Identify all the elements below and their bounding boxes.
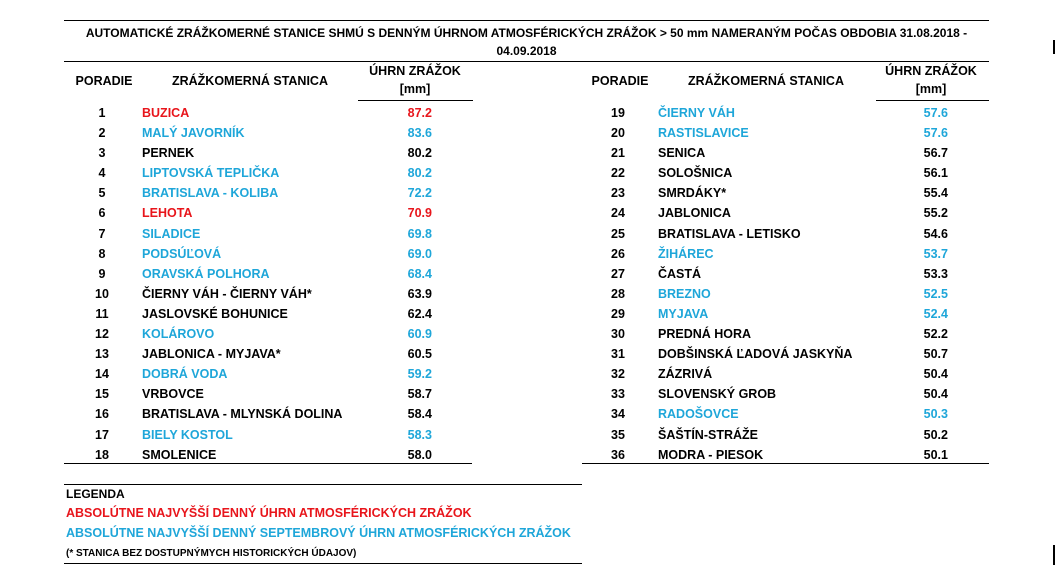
right-header-rule <box>876 100 989 101</box>
table-row <box>82 163 472 183</box>
row-station: MYJAVA <box>658 306 709 321</box>
row-value: 68.4 <box>407 266 432 281</box>
row-rank: 8 <box>98 246 106 261</box>
title-line-1: AUTOMATICKÉ ZRÁŽKOMERNÉ STANICE SHMÚ S DENNÝM ÚHRNOM ATMOSFÉRICKÝCH ZRÁŽOK > 50 mm NAMERANÝM POČAS OBDOBIA 31.08.2018 - <box>85 26 968 40</box>
row-value: 50.4 <box>923 387 948 402</box>
row-rank: 33 <box>611 387 625 402</box>
row-station: PODSÚĽOVÁ <box>142 246 222 261</box>
legend-bottom-rule <box>64 563 582 564</box>
table-row <box>82 143 472 163</box>
row-station: PREDNÁ HORA <box>658 327 752 342</box>
row-rank: 20 <box>611 126 625 141</box>
legend-title: LEGENDA <box>66 487 125 501</box>
row-station: DOBŠINSKÁ ĽADOVÁ JASKYŇA <box>658 347 853 362</box>
row-station: RASTISLAVICE <box>658 126 749 141</box>
row-value: 57.6 <box>923 126 948 141</box>
table-row <box>598 163 988 183</box>
row-rank: 9 <box>98 266 106 281</box>
row-station: SILADICE <box>142 226 201 241</box>
row-rank: 1 <box>98 106 106 120</box>
row-value: 52.4 <box>923 306 948 321</box>
left-header-rank: PORADIE <box>75 74 133 88</box>
row-station: ŽIHÁREC <box>658 246 714 261</box>
table-row <box>598 203 988 223</box>
right-header-total-line2: [mm] <box>915 82 947 96</box>
table-row <box>82 384 472 404</box>
table-row <box>82 425 472 445</box>
table-row <box>82 264 472 284</box>
row-value: 53.7 <box>923 246 948 261</box>
row-rank: 10 <box>95 286 109 301</box>
row-station: BREZNO <box>658 286 711 301</box>
row-rank: 28 <box>611 286 625 301</box>
row-value: 87.2 <box>407 106 432 120</box>
table-row <box>598 324 988 344</box>
table-row <box>598 425 988 445</box>
row-rank: 30 <box>611 327 625 342</box>
row-value: 70.9 <box>407 206 432 221</box>
row-value: 52.2 <box>923 327 948 342</box>
table-row <box>598 224 988 244</box>
table-row <box>82 445 472 465</box>
table-row <box>598 344 988 364</box>
right-header-total-line1: ÚHRN ZRÁŽOK <box>885 64 977 78</box>
table-row <box>82 203 472 223</box>
table-row <box>82 344 472 364</box>
title-bottom-rule <box>64 61 989 62</box>
row-rank: 22 <box>611 166 625 181</box>
row-station: BRATISLAVA - LETISKO <box>658 226 801 241</box>
legend-note: (* STANICA BEZ DOSTUPNÝMYCH HISTORICKÝCH ÚDAJOV) <box>66 548 357 559</box>
row-station: JABLONICA <box>658 206 731 221</box>
row-value: 58.0 <box>407 447 432 462</box>
row-value: 69.8 <box>407 226 432 241</box>
row-station: ŠAŠTÍN-STRÁŽE <box>658 427 758 442</box>
row-rank: 27 <box>611 266 625 281</box>
row-rank: 35 <box>611 427 625 442</box>
row-station: ČIERNY VÁH <box>658 106 735 120</box>
row-rank: 13 <box>95 347 109 362</box>
row-rank: 34 <box>611 407 625 422</box>
row-value: 52.5 <box>923 286 948 301</box>
row-value: 56.1 <box>923 166 948 181</box>
row-rank: 4 <box>98 166 106 181</box>
row-rank: 19 <box>611 106 625 120</box>
row-value: 50.2 <box>923 427 948 442</box>
row-value: 60.5 <box>407 347 432 362</box>
row-rank: 16 <box>95 407 109 422</box>
row-rank: 31 <box>611 347 625 362</box>
table-row <box>598 123 988 143</box>
row-rank: 25 <box>611 226 625 241</box>
row-value: 80.2 <box>407 146 432 161</box>
table-row <box>82 364 472 384</box>
title-line-2: 04.09.2018 <box>496 44 557 58</box>
row-rank: 32 <box>611 367 625 382</box>
row-value: 55.4 <box>923 186 948 201</box>
row-value: 54.6 <box>923 226 948 241</box>
table-row <box>82 123 472 143</box>
row-value: 50.1 <box>923 447 948 462</box>
row-value: 50.4 <box>923 367 948 382</box>
row-station: SMOLENICE <box>142 447 217 462</box>
table-row <box>82 224 472 244</box>
left-table <box>82 103 472 465</box>
right-table <box>598 103 988 465</box>
row-station: BUZICA <box>142 106 190 120</box>
table-row <box>82 324 472 344</box>
table-row <box>82 404 472 424</box>
row-value: 50.7 <box>923 347 948 362</box>
row-value: 55.2 <box>923 206 948 221</box>
row-rank: 5 <box>98 186 106 201</box>
right-header-station: ZRÁŽKOMERNÁ STANICA <box>687 74 844 88</box>
row-rank: 12 <box>95 327 109 342</box>
table-row <box>598 183 988 203</box>
right-header-rank: PORADIE <box>591 74 649 88</box>
row-station: ČIERNY VÁH - ČIERNY VÁH* <box>142 286 312 301</box>
row-value: 53.3 <box>923 266 948 281</box>
table-row <box>598 143 988 163</box>
row-rank: 17 <box>95 427 109 442</box>
row-station: SMRDÁKY* <box>658 186 727 201</box>
table-row <box>82 183 472 203</box>
table-row <box>598 404 988 424</box>
table-row <box>598 244 988 264</box>
row-station: ORAVSKÁ POLHORA <box>142 266 270 281</box>
row-value: 60.9 <box>407 327 432 342</box>
row-rank: 11 <box>95 306 109 321</box>
row-rank: 7 <box>98 226 106 241</box>
legend-top-rule <box>64 484 582 485</box>
left-header-station: ZRÁŽKOMERNÁ STANICA <box>171 74 328 88</box>
row-station: DOBRÁ VODA <box>142 367 228 382</box>
left-header-total-line1: ÚHRN ZRÁŽOK <box>369 64 461 78</box>
row-station: BRATISLAVA - MLYNSKÁ DOLINA <box>142 407 343 422</box>
row-station: LEHOTA <box>142 206 193 221</box>
left-header-total <box>360 62 470 98</box>
left-header-total-line2: [mm] <box>399 82 431 96</box>
row-station: VRBOVCE <box>142 387 204 402</box>
row-station: RADOŠOVCE <box>658 407 739 422</box>
row-station: SENICA <box>658 146 706 161</box>
left-header-rule <box>358 100 473 101</box>
row-rank: 36 <box>611 447 625 462</box>
table-row <box>82 103 472 123</box>
row-rank: 18 <box>95 447 109 462</box>
row-value: 50.3 <box>923 407 948 422</box>
row-rank: 15 <box>95 387 109 402</box>
row-station: SOLOŠNICA <box>658 166 733 181</box>
row-rank: 3 <box>98 146 106 161</box>
table-row <box>82 244 472 264</box>
table-row <box>598 384 988 404</box>
row-station: BIELY KOSTOL <box>142 427 233 442</box>
row-station: ZÁZRIVÁ <box>658 367 713 382</box>
row-station: KOLÁROVO <box>142 327 215 342</box>
row-value: 59.2 <box>407 367 432 382</box>
legend-blue-label: ABSOLÚTNE NAJVYŠŠÍ DENNÝ SEPTEMBROVÝ ÚHRN ATMOSFÉRICKÝCH ZRÁŽOK <box>66 526 571 540</box>
row-station: MALÝ JAVORNÍK <box>142 126 245 141</box>
table-row <box>598 304 988 324</box>
row-station: BRATISLAVA - KOLIBA <box>142 186 279 201</box>
row-rank: 23 <box>611 186 625 201</box>
table-row <box>598 264 988 284</box>
table-row <box>82 284 472 304</box>
row-station: LIPTOVSKÁ TEPLIČKA <box>142 166 280 181</box>
table-row <box>598 364 988 384</box>
row-rank: 21 <box>611 146 625 161</box>
row-station: PERNEK <box>142 146 195 161</box>
row-value: 62.4 <box>407 306 432 321</box>
row-rank: 29 <box>611 306 625 321</box>
right-header-total <box>876 62 986 98</box>
table-row <box>598 103 988 123</box>
row-station: JABLONICA - MYJAVA* <box>142 347 281 362</box>
row-station: ČASTÁ <box>658 266 702 281</box>
table-row <box>598 445 988 465</box>
row-value: 72.2 <box>407 186 432 201</box>
table-row <box>598 284 988 304</box>
row-value: 58.7 <box>407 387 432 402</box>
row-value: 56.7 <box>923 146 948 161</box>
row-value: 69.0 <box>407 246 432 261</box>
row-rank: 2 <box>98 126 106 141</box>
row-rank: 26 <box>611 246 625 261</box>
row-value: 58.3 <box>407 427 432 442</box>
row-station: SLOVENSKÝ GROB <box>658 387 777 402</box>
row-rank: 14 <box>95 367 109 382</box>
row-value: 83.6 <box>407 126 432 141</box>
row-station: MODRA - PIESOK <box>658 447 764 462</box>
row-rank: 24 <box>611 206 625 221</box>
left-table-bottom-rule <box>64 463 472 464</box>
report-title <box>64 20 989 60</box>
row-value: 58.4 <box>407 407 432 422</box>
right-table-bottom-rule <box>582 463 989 464</box>
row-value: 63.9 <box>407 286 432 301</box>
table-row <box>82 304 472 324</box>
row-value: 57.6 <box>923 106 948 120</box>
row-station: JASLOVSKÉ BOHUNICE <box>142 306 288 321</box>
legend-red-label: ABSOLÚTNE NAJVYŠŠÍ DENNÝ ÚHRN ATMOSFÉRICKÝCH ZRÁŽOK <box>66 506 472 520</box>
row-value: 80.2 <box>407 166 432 181</box>
row-rank: 6 <box>98 206 106 221</box>
